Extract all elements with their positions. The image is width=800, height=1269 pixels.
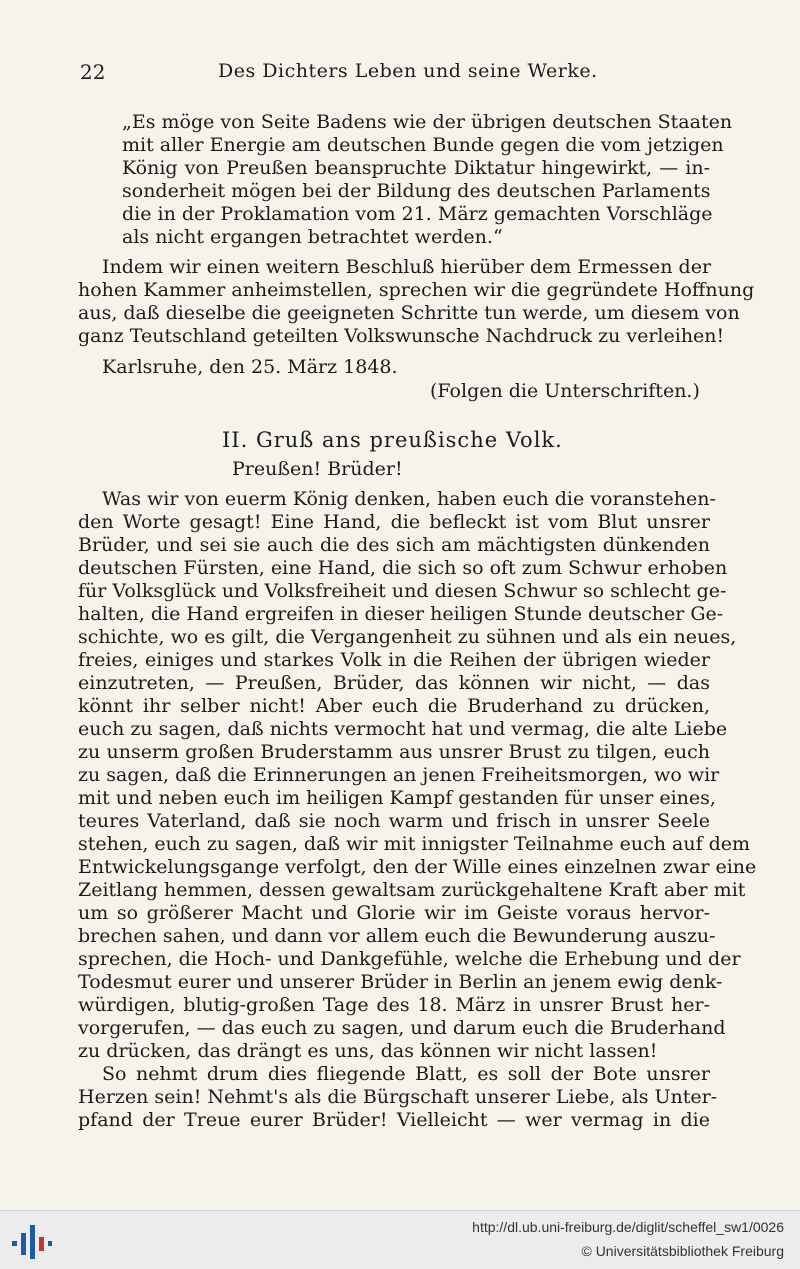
quote-line: sonderheit mögen bei der Bildung des deutschen Parlaments [122, 180, 711, 202]
page-header [80, 60, 710, 88]
body-line: Zeitlang hemmen, dessen gewaltsam zurückgehaltene Kraft aber mit [78, 879, 746, 901]
body-line: stehen, euch zu sagen, daß wir mit innigster Teilnahme euch auf dem [78, 833, 751, 855]
quote-line: König von Preußen beanspruchte Diktatur hingewirkt, — in- [122, 157, 710, 179]
body-line: zu drücken, das drängt es uns, das können wir nicht lassen! [78, 1040, 658, 1062]
body-line: Entwickelungsgange verfolgt, den der Wille eines einzelnen zwar eine [78, 856, 757, 878]
body-line: Herzen sein! Nehmt's als die Bürgschaft unserer Liebe, als Unter- [78, 1086, 718, 1108]
ub-freiburg-logo-icon[interactable] [12, 1225, 52, 1259]
body-line: pfand der Treue eurer Brüder! Vielleicht — wer vermag in die [78, 1109, 710, 1131]
body-line: vorgerufen, — das euch zu sagen, und darum euch die Bruderhand [78, 1017, 726, 1039]
body-line: um so größerer Macht und Glorie wir im Geiste voraus hervor- [78, 902, 710, 924]
body-line: könnt ihr selber nicht! Aber euch die Bruderhand zu drücken, [78, 695, 710, 717]
quote-line: die in der Proklamation vom 21. März gemachten Vorschläge [122, 203, 713, 225]
body-line: zu sagen, daß die Erinnerungen an jenen Freiheitsmorgen, wo wir [78, 764, 720, 786]
footer-bar [0, 1210, 800, 1269]
page-number: 22 [80, 60, 106, 84]
body-line: schichte, wo es gilt, die Vergangenheit zu sühnen und als ein neues, [78, 626, 737, 648]
body-line: würdigen, blutig-großen Tage des 18. März in unsrer Brust her- [78, 994, 710, 1016]
resolution-line: Indem wir einen weitern Beschluß hierüber dem Ermessen der [102, 256, 712, 278]
body-line: deutschen Fürsten, eine Hand, die sich so oft zum Schwur erhoben [78, 557, 728, 579]
resolution-line: ganz Teutschland geteilten Volkswunsche Nachdruck zu verleihen! [78, 325, 725, 347]
body-line: freies, einiges und starkes Volk in die Reihen der übrigen wieder [78, 649, 710, 671]
body-line: euch zu sagen, daß nichts vermocht hat und vermag, die alte Liebe [78, 718, 728, 740]
body-line: für Volksglück und Volksfreiheit und diesen Schwur so schlecht ge- [78, 580, 727, 602]
source-url-link[interactable]: http://dl.ub.uni-freiburg.de/diglit/scheffel_sw1/0026 [472, 1219, 784, 1235]
section-heading: II. Gruß ans preußische Volk. [222, 428, 563, 452]
resolution-line: hohen Kammer anheimstellen, sprechen wir die gegründete Hoffnung [78, 279, 755, 301]
quote-line: mit aller Energie am deutschen Bunde gegen die vom jetzigen [122, 134, 724, 156]
running-title: Des Dichters Leben und seine Werke. [218, 60, 598, 82]
body-line: mit und neben euch im heiligen Kampf gestanden für unser eines, [78, 787, 716, 809]
body-line: So nehmt drum dies fliegende Blatt, es soll der Bote unsrer [102, 1063, 710, 1085]
body-line: brechen sahen, und dann vor allem euch die Bewunderung auszu- [78, 925, 716, 947]
resolution-line: aus, daß dieselbe die geeigneten Schritte tun werde, um diesem von [78, 302, 740, 324]
body-line: Todesmut eurer und unserer Brüder in Berlin an jenem ewig denk- [78, 971, 723, 993]
body-line: sprechen, die Hoch- und Dankgefühle, welche die Erhebung und der [78, 948, 741, 970]
body-line: den Worte gesagt! Eine Hand, die befleckt ist vom Blut unsrer [78, 511, 710, 533]
body-line: teures Vaterland, daß sie noch warm und frisch in unsrer Seele [78, 810, 710, 832]
body-line: halten, die Hand ergreifen in dieser heiligen Stunde deutscher Ge- [78, 603, 724, 625]
salutation: Preußen! Brüder! [232, 458, 403, 480]
dateline: Karlsruhe, den 25. März 1848. [102, 356, 398, 378]
body-line: einzutreten, — Preußen, Brüder, das können wir nicht, — das [78, 672, 710, 694]
body-line: Brüder, und sei sie auch die des sich am mächtigsten dünkenden [78, 534, 710, 556]
signature-note: (Folgen die Unterschriften.) [430, 380, 700, 402]
body-line: Was wir von euerm König denken, haben euch die voranstehen- [102, 488, 716, 510]
quote-line: als nicht ergangen betrachtet werden.“ [122, 226, 503, 248]
quote-line: „Es möge von Seite Badens wie der übrigen deutschen Staaten [122, 111, 733, 133]
body-line: zu unserm großen Bruderstamm aus unsrer Brust zu tilgen, euch [78, 741, 710, 763]
copyright-notice: © Universitätsbibliothek Freiburg [581, 1243, 784, 1259]
